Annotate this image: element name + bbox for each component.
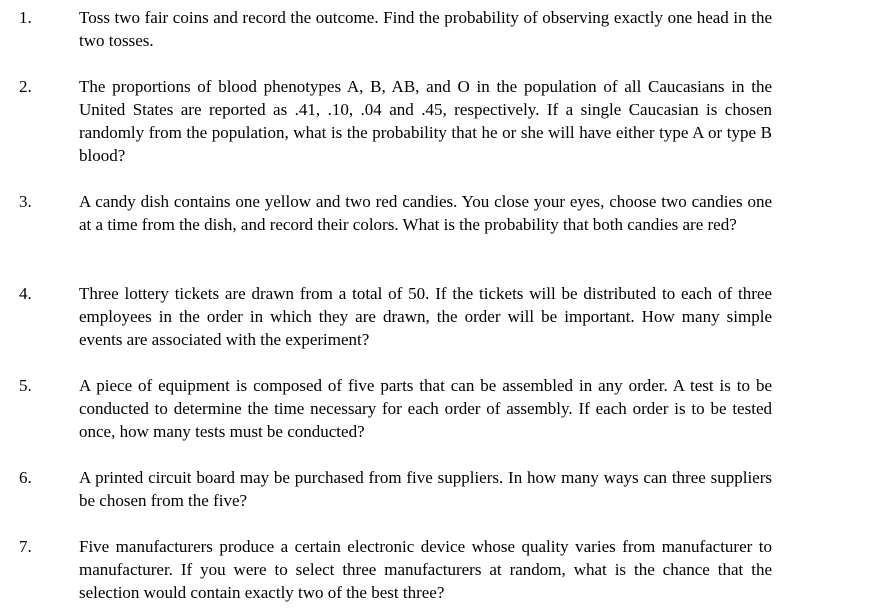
problem-number: 4.: [19, 284, 32, 303]
problem-text: A piece of equipment is composed of five parts that can be assembled in any order. A test is to be conducted to determine the time necessary for each order of assembly. If each order is to be tested once, how many tests must be conducted?: [79, 376, 772, 441]
problem-number: 7.: [19, 537, 32, 556]
problem-text: Toss two fair coins and record the outcome. Find the probability of observing exactly one head in the two tosses.: [79, 8, 772, 50]
problem-number: 3.: [19, 192, 32, 211]
problem-text: The proportions of blood phenotypes A, B, AB, and O in the population of all Caucasians in the United States are reported as .41, .10, .04 and .45, respectively. If a single Caucasian is chosen randomly from the population, what is the probability that he or she will have either type A or type B blood?: [79, 77, 772, 165]
problem-text: A printed circuit board may be purchased from five suppliers. In how many ways can three suppliers be chosen from the five?: [79, 468, 772, 510]
problem-text: A candy dish contains one yellow and two red candies. You close your eyes, choose two candies one at a time from the dish, and record their colors. What is the probability that both candies are red?: [79, 192, 772, 234]
problem-number: 6.: [19, 468, 32, 487]
problem-number: 2.: [19, 77, 32, 96]
problem-text: Five manufacturers produce a certain electronic device whose quality varies from manufacturer to manufacturer. If you were to select three manufacturers at random, what is the chance that the selection would contain exactly two of the best three?: [79, 537, 772, 602]
problem-number: 5.: [19, 376, 32, 395]
problem-number: 1.: [19, 8, 32, 27]
problem-text: Three lottery tickets are drawn from a total of 50. If the tickets will be distributed to each of three employees in the order in which they are drawn, the order will be important. How many simple events are associated with the experiment?: [79, 284, 772, 349]
